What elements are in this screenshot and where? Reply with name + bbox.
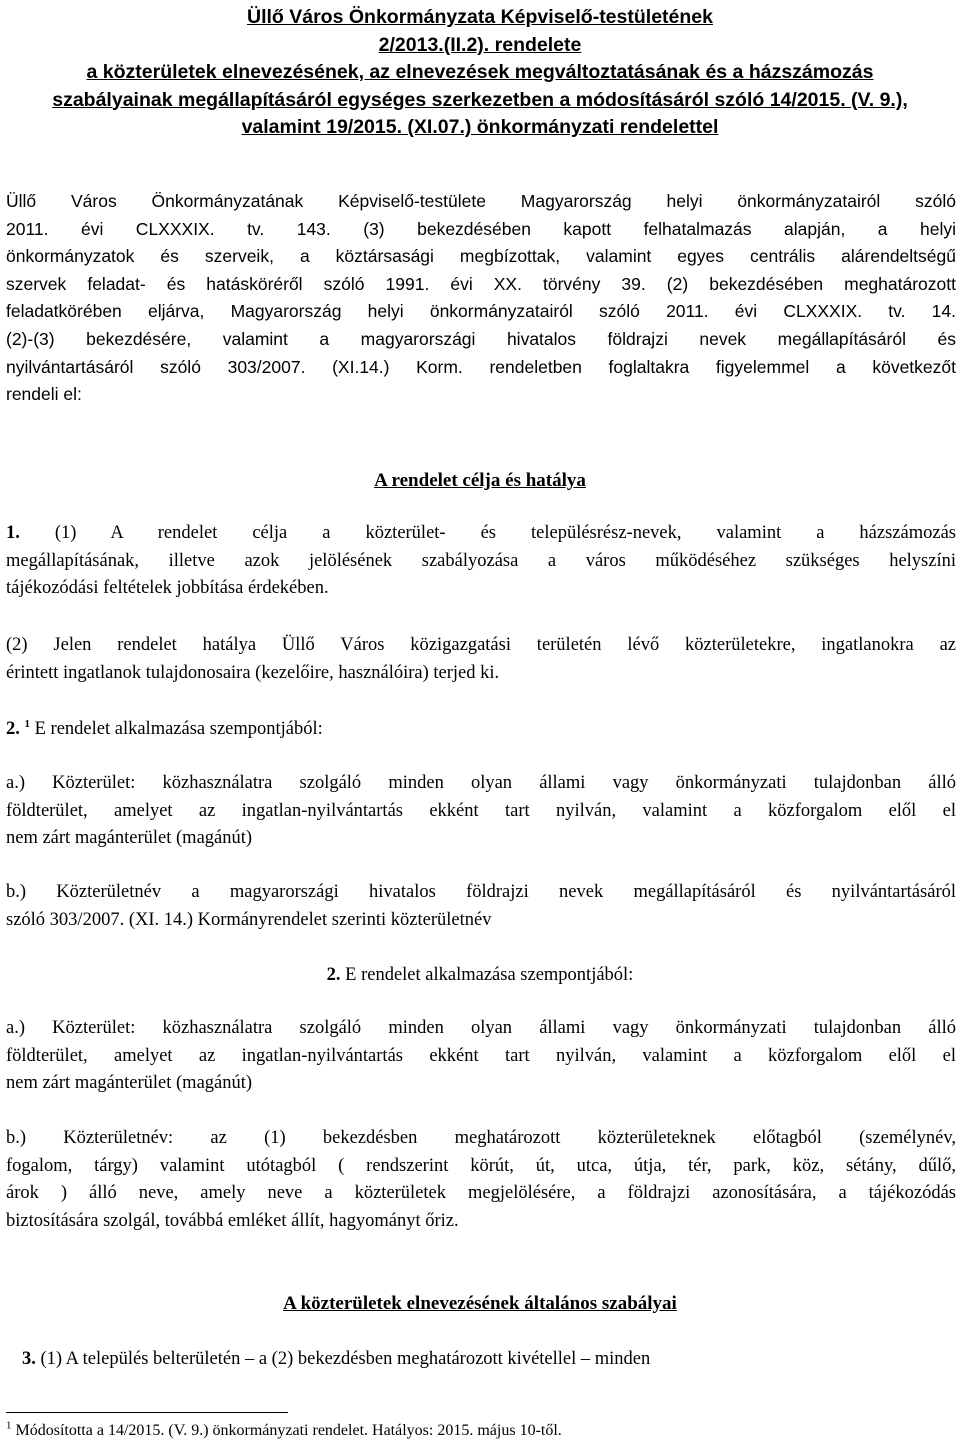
paragraph-text: (1) A település belterületén – a (2) bekezdésben meghatározott kivétellel – minden bbox=[35, 1349, 651, 1369]
title-line: 2/2013.(II.2). rendelete bbox=[378, 33, 582, 56]
paragraph-line: megállapításának, illetve azok jelölésének szabályozása a város működéséhez szükséges helyszíni bbox=[6, 550, 956, 571]
preamble-line: 2011. évi CLXXXIX. tv. 143. (3) bekezdésében kapott felhatalmazás alapján, a helyi bbox=[6, 218, 956, 239]
preamble-line: (2)-(3) bekezdésére, valamint a magyarországi hivatalos földrajzi nevek megállapításáról és bbox=[6, 328, 956, 349]
section-2-heading bbox=[6, 716, 956, 744]
section-1-paragraph-1 bbox=[6, 520, 956, 603]
title-line: Üllő Város Önkormányzata Képviselő-testületének bbox=[247, 6, 713, 28]
section-1-paragraph-2 bbox=[6, 632, 956, 687]
title-line: szabályainak megállapításáról egységes szerkezetben a módosításáról szóló 14/2015. (V. 9.), bbox=[52, 88, 908, 111]
preamble-line: rendeli el: bbox=[6, 384, 82, 405]
section-3-paragraph-1 bbox=[22, 1346, 960, 1374]
preamble-line: szervek feladat- és hatásköréről szóló 1991. évi XX. törvény 39. (2) bekezdésében meghatározott bbox=[6, 273, 956, 294]
title-line: a közterületek elnevezésének, az elnevezések megváltoztatásának és a házszámozás bbox=[86, 61, 874, 83]
footnote-text: Módosította a 14/2015. (V. 9.) önkormányzati rendelet. Hatályos: 2015. május 10-től. bbox=[11, 1422, 562, 1439]
paragraph-text: (1) A rendelet célja a közterület- és településrész-nevek, valamint a házszámozás bbox=[19, 523, 956, 543]
section-number: 3. bbox=[22, 1349, 36, 1369]
paragraph-line: nem zárt magánterület (magánút) bbox=[6, 1073, 253, 1093]
footnote-number: 1 bbox=[6, 1419, 12, 1432]
footnote-reference[interactable]: 1 bbox=[24, 717, 30, 730]
paragraph-line bbox=[6, 520, 956, 548]
paragraph-line: a.) Közterület: közhasználatra szolgáló minden olyan állami vagy önkormányzati tulajdonban álló bbox=[6, 773, 956, 793]
paragraph-line: földterület, amelyet az ingatlan-nyilvántartás ekként tart nyilván, valamint a közforgalom elől el bbox=[6, 800, 956, 821]
paragraph-line: fogalom, tárgy) valamint utótagból ( rendszerint körút, út, utca, útja, tér, park, köz, sétány, dűlő, bbox=[6, 1155, 956, 1176]
paragraph-line: biztosítására szolgál, továbbá emléket állít, hagyományt őriz. bbox=[6, 1210, 459, 1231]
section-number: 2. bbox=[326, 965, 341, 985]
section-number: 1. bbox=[6, 523, 20, 543]
paragraph-line: b.) Közterületnév a magyarországi hivatalos földrajzi nevek megállapításáról és nyilvántartásáról bbox=[6, 882, 956, 902]
paragraph-text: E rendelet alkalmazása szempontjából: bbox=[30, 719, 323, 739]
section-heading-purpose: A rendelet célja és hatálya bbox=[374, 470, 586, 491]
paragraph-line: érintett ingatlanok tulajdonosaira (kezelőire, használóira) terjed ki. bbox=[6, 662, 500, 683]
paragraph-line: szóló 303/2007. (XI. 14.) Kormányrendelet szerinti közterületnév bbox=[6, 909, 492, 930]
definition-b-public-space-name bbox=[6, 879, 956, 934]
footnote-divider bbox=[6, 1412, 288, 1413]
definition-b-public-space-name-repeat bbox=[6, 1125, 956, 1235]
paragraph-line: b.) Közterületnév: az (1) bekezdésben meghatározott közterületeknek előtagból (személynév, bbox=[6, 1128, 956, 1148]
preamble-line: nyilvántartásáról szóló 303/2007. (XI.14.) Korm. rendeletben foglaltakra figyelemmel a következőt bbox=[6, 356, 956, 377]
paragraph-line: tájékozódási feltételek jobbítása érdekében. bbox=[6, 578, 329, 598]
section-number: 2. bbox=[6, 719, 20, 739]
preamble-line: önkormányzatok és szerveik, a köztársasági megbízottak, valamint egyes centrális alárendeltségű bbox=[6, 246, 956, 267]
title-line: valamint 19/2015. (XI.07.) önkormányzati rendelettel bbox=[241, 116, 719, 138]
paragraph-line: földterület, amelyet az ingatlan-nyilvántartás ekként tart nyilván, valamint a közforgalom elől el bbox=[6, 1045, 956, 1066]
paragraph-line: árok ) álló neve, amely neve a közterületek megjelölésére, a földrajzi azonosítására, a tájékozódás bbox=[6, 1183, 956, 1203]
definition-a-public-space-repeat bbox=[6, 1015, 956, 1098]
section-2-heading-repeat bbox=[0, 962, 960, 990]
preamble-line: Üllő Város Önkormányzatának Képviselő-testülete Magyarország helyi önkormányzatairól szóló bbox=[6, 191, 956, 211]
section-heading-general-rules: A közterületek elnevezésének általános szabályai bbox=[283, 1293, 677, 1314]
preamble-paragraph bbox=[6, 188, 956, 409]
paragraph-line: (2) Jelen rendelet hatálya Üllő Város közigazgatási területén lévő közterületekre, ingatlanokra az bbox=[6, 635, 956, 655]
preamble-line: feladatkörében eljárva, Magyarország helyi önkormányzatairól szóló 2011. évi CLXXXIX. tv. 14. bbox=[6, 301, 956, 322]
paragraph-line: nem zárt magánterület (magánút) bbox=[6, 828, 253, 848]
paragraph-text: E rendelet alkalmazása szempontjából: bbox=[340, 965, 634, 985]
footnote bbox=[6, 1421, 562, 1441]
document-title bbox=[0, 4, 960, 142]
paragraph-line: a.) Közterület: közhasználatra szolgáló minden olyan állami vagy önkormányzati tulajdonban álló bbox=[6, 1018, 956, 1038]
definition-a-public-space bbox=[6, 770, 956, 853]
